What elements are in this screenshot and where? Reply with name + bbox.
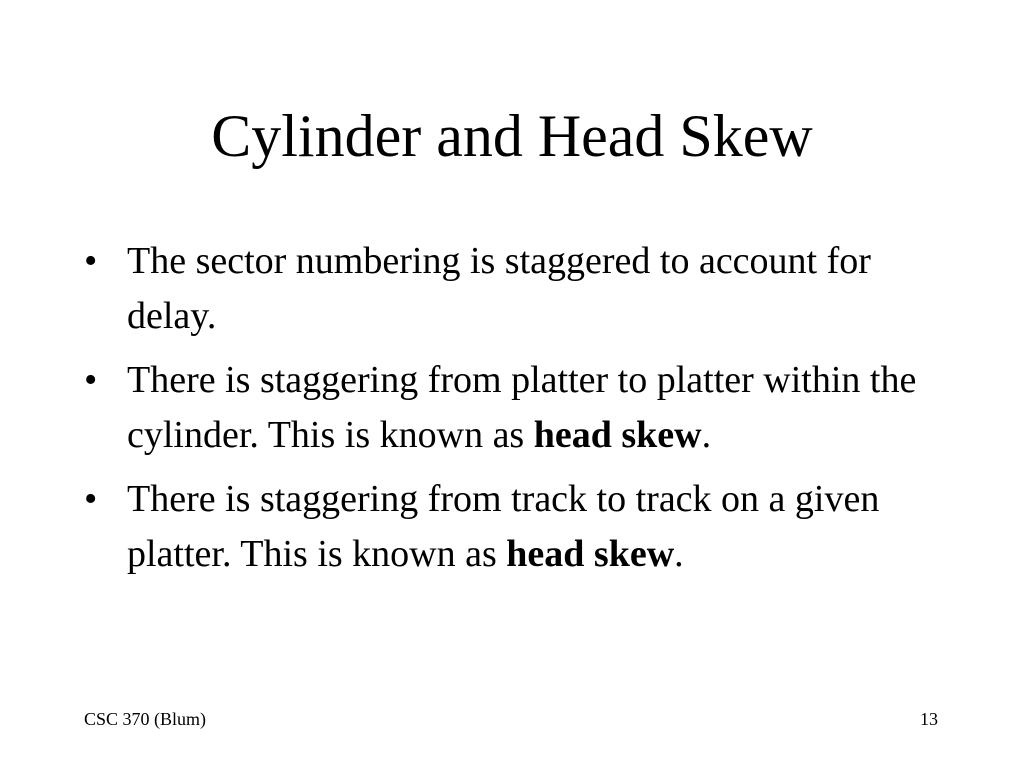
bullet-text-end: . [674,533,684,575]
bullet-text: The sector numbering is staggered to account for delay. [127,240,871,337]
bullet-item-track-stagger [84,472,944,582]
bold-term-head-skew: head skew [506,533,675,575]
bullet-text-end: . [701,414,712,456]
bullet-text: There is staggering from track to track on a given platter. This is known as [127,478,880,575]
bold-term-head-skew: head skew [533,414,702,456]
bullet-item-platter-stagger [84,353,944,463]
bullet-marker: • [84,240,98,282]
bullet-item-sector-numbering [84,234,944,344]
footer-course-label: CSC 370 (Blum) [84,709,207,729]
slide-title: Cylinder and Head Skew [211,103,813,169]
footer-page-number: 13 [920,709,938,729]
bullet-marker: • [84,478,98,520]
bullet-text: There is staggering from platter to platter within the cylinder. This is known as [127,359,917,456]
bullet-list [84,234,944,591]
bullet-marker: • [84,359,98,401]
